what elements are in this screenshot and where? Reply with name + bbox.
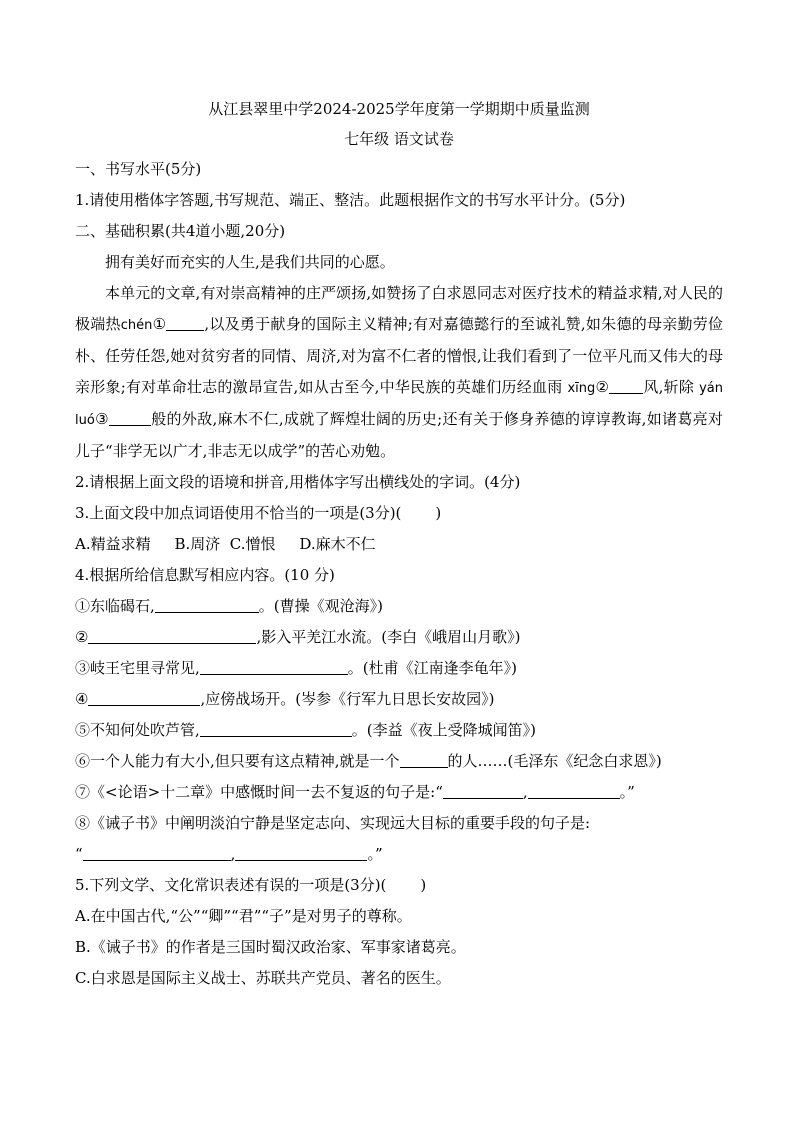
q4-item-3-post: 。(杜甫《江南逢李龟年》) (347, 659, 517, 677)
question-5-close: ) (420, 876, 427, 894)
question-3-stem: 3.上面文段中加点词语使用不恰当的一项是(3分)( (75, 504, 402, 522)
q4-item-6-pre: ⑥一个人能力有大小,但只要有这点精神,就是一个 (75, 752, 400, 770)
q5-option-a: A.在中国古代,“公”“卿”“君”“子”是对男子的尊称。 (75, 907, 412, 925)
q4-item-1 (75, 591, 723, 622)
question-3-options (75, 529, 723, 560)
q4-item-3-pre: ③岐王宅里寻常见, (75, 659, 200, 677)
blank-marker-1: ① (152, 315, 167, 333)
section1-heading: 一、书写水平(5分) (75, 160, 202, 178)
blank-marker-2: ② (595, 378, 610, 396)
q4-blank-5[interactable] (200, 720, 352, 737)
q3-option-d: D.麻木不仁 (299, 535, 376, 553)
q4-blank-1[interactable] (155, 596, 259, 613)
q3-option-b: B.周济 (174, 535, 221, 553)
q5-option-c: C.白求恩是国际主义战士、苏联共产党员、著名的医生。 (75, 969, 451, 987)
passage-intro: 拥有美好而充实的人生,是我们共同的心愿。 (105, 253, 395, 271)
pinyin-2: xīng (567, 381, 596, 396)
answer-blank-1[interactable] (166, 314, 204, 331)
q4-blank-7b[interactable] (528, 782, 620, 799)
pinyin-1: chén (120, 318, 153, 333)
exam-page (75, 98, 723, 994)
question-3 (75, 498, 723, 529)
question-5-stem: 5.下列文学、文化常识表述有误的一项是(3分)( (75, 876, 387, 894)
q4-blank-8a[interactable] (83, 844, 231, 861)
q4-blank-7a[interactable] (443, 782, 523, 799)
q4-item-4-pre: ④ (75, 690, 89, 708)
q4-item-5-pre: ⑤不知何处吹芦管, (75, 721, 200, 739)
q4-item-3 (75, 653, 723, 684)
passage-text-3: 风,斩除 (643, 378, 695, 396)
q4-item-8-post: 。” (367, 845, 383, 863)
q4-blank-2[interactable] (88, 627, 256, 644)
q4-item-7-post: 。” (619, 783, 635, 801)
q4-blank-8b[interactable] (235, 844, 367, 861)
passage-text-2: ,以及勇于献身的国际主义精神;有对嘉德懿行的至诚礼赞,如朱德的母亲勤劳俭朴、任劳任怨,她对贫穷者的同情、周济,对为富不仁者的憎恨,让我们看到了一位平凡而又伟大的母亲形象;有对革命壮志的激昂宣告,如从古至今,中华民族的英雄们历经血雨 (75, 315, 723, 396)
q4-item-8-mid: , (230, 845, 236, 863)
q4-item-2-pre: ② (75, 628, 89, 646)
section2-heading: 二、基础积累(共4道小题,20分) (75, 222, 286, 240)
q3-option-c: C.憎恨 (229, 535, 276, 553)
q4-blank-4[interactable] (88, 689, 200, 706)
q4-item-7 (75, 777, 723, 808)
q4-item-8-stem: ⑧《诫子书》中阐明淡泊宁静是坚定志向、实现远大目标的重要手段的句子是: (75, 814, 591, 832)
exam-subtitle: 七年级 语文试卷 (344, 130, 454, 148)
q4-item-8-pre: “ (75, 845, 83, 863)
q4-item-7-mid: , (522, 783, 528, 801)
reading-passage (75, 278, 723, 467)
passage-text-1: 本单元的文章,有对崇高精神的庄严颂扬,如赞扬了白求恩同志对医疗技术的精益求精,对人民的极端热 (75, 284, 723, 333)
q4-item-1-post: 。(曹操《观沧海》) (258, 597, 383, 615)
answer-blank-3[interactable] (109, 409, 151, 426)
q5-option-b: B.《诫子书》的作者是三国时蜀汉政治家、军事家诸葛亮。 (75, 938, 466, 956)
q4-item-1-pre: ①东临碣石, (75, 597, 155, 615)
q4-item-8 (75, 839, 723, 870)
q4-item-2 (75, 622, 723, 653)
q4-item-7-pre: ⑦《<论语>十二章》中感慨时间一去不复返的句子是:“ (75, 783, 443, 801)
blank-marker-3: ③ (94, 410, 109, 428)
q4-item-4-post: ,应傍战场开。(岑参《行军九日思长安故园》) (200, 690, 495, 708)
question-4: 4.根据所给信息默写相应内容。(10 分) (75, 566, 335, 584)
question-2: 2.请根据上面文段的语境和拼音,用楷体字写出横线处的字词。(4分) (75, 473, 521, 491)
q4-item-2-post: ,影入平羌江水流。(李白《峨眉山月歌》) (256, 628, 521, 646)
exam-title: 从江县翠里中学2024-2025学年度第一学期期中质量监测 (208, 100, 590, 118)
question-5 (75, 870, 723, 901)
pinyin-3: yán luó (75, 381, 723, 428)
q4-item-6-post: 的人……(毛泽东《纪念白求恩》) (447, 752, 662, 770)
question-3-close: ) (435, 504, 442, 522)
q4-item-5 (75, 715, 723, 746)
q4-blank-3[interactable] (200, 658, 348, 675)
question-1: 1.请使用楷体字答题,书写规范、端正、整洁。此题根据作文的书写水平计分。(5分) (75, 191, 626, 209)
q4-item-5-post: 。(李益《夜上受降城闻笛》) (351, 721, 536, 739)
q4-item-6 (75, 746, 723, 777)
passage-text-4: 般的外敌,麻木不仁,成就了辉煌壮阔的历史;还有关于修身养德的谆谆教诲,如诸葛亮对儿子“非学无以广才,非志无以成学”的苦心劝勉。 (75, 410, 723, 460)
q4-blank-6[interactable] (400, 751, 448, 768)
answer-blank-2[interactable] (609, 377, 643, 394)
q4-item-4 (75, 684, 723, 715)
q3-option-a: A.精益求精 (75, 535, 151, 553)
